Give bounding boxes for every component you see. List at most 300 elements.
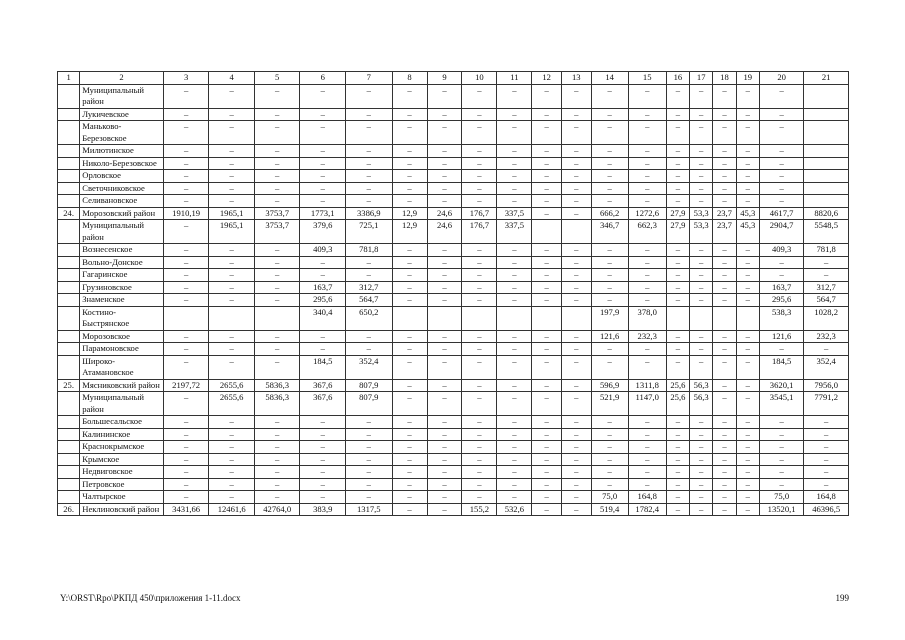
table-cell: – bbox=[628, 453, 666, 466]
table-cell: – bbox=[666, 466, 689, 479]
table-cell: – bbox=[759, 269, 803, 282]
table-cell: 5548,5 bbox=[804, 220, 849, 244]
data-table bbox=[57, 71, 849, 516]
table-cell: 13520,1 bbox=[759, 503, 803, 516]
table-cell: – bbox=[561, 491, 591, 504]
table-cell: – bbox=[300, 170, 346, 183]
table-cell: – bbox=[300, 182, 346, 195]
table-cell: – bbox=[591, 121, 628, 145]
table-cell: 3386,9 bbox=[346, 207, 393, 220]
table-cell: – bbox=[346, 182, 393, 195]
table-cell: – bbox=[209, 108, 255, 121]
table-cell: – bbox=[561, 330, 591, 343]
table-cell: – bbox=[392, 416, 427, 429]
table-cell: – bbox=[759, 145, 803, 158]
row-name: Селивановское bbox=[80, 195, 164, 208]
table-cell: – bbox=[532, 355, 562, 379]
row-number bbox=[58, 343, 80, 356]
table-cell: – bbox=[462, 170, 497, 183]
row-name: Костино-Быстрянское bbox=[80, 306, 164, 330]
table-row bbox=[58, 195, 849, 208]
table-row bbox=[58, 269, 849, 282]
table-cell: – bbox=[690, 466, 713, 479]
table-cell: 379,6 bbox=[300, 220, 346, 244]
row-name: Маньково-Березовское bbox=[80, 121, 164, 145]
table-cell: – bbox=[759, 256, 803, 269]
table-cell: – bbox=[804, 466, 849, 479]
table-row bbox=[58, 392, 849, 416]
table-cell: – bbox=[713, 453, 736, 466]
table-cell: – bbox=[163, 478, 209, 491]
table-cell: – bbox=[736, 330, 759, 343]
table-cell: – bbox=[392, 343, 427, 356]
row-number bbox=[58, 355, 80, 379]
table-cell: – bbox=[497, 84, 532, 108]
table-cell: – bbox=[759, 195, 803, 208]
table-cell: – bbox=[392, 428, 427, 441]
table-cell: – bbox=[628, 355, 666, 379]
table-cell: – bbox=[163, 84, 209, 108]
table-cell: – bbox=[300, 121, 346, 145]
table-cell bbox=[254, 306, 300, 330]
table-cell: – bbox=[346, 195, 393, 208]
column-header: 17 bbox=[690, 72, 713, 85]
table-cell: – bbox=[666, 269, 689, 282]
column-header: 1 bbox=[58, 72, 80, 85]
table-cell: – bbox=[666, 157, 689, 170]
table-cell: – bbox=[736, 121, 759, 145]
table-cell: – bbox=[392, 170, 427, 183]
table-cell: 3545,1 bbox=[759, 392, 803, 416]
table-cell: – bbox=[497, 269, 532, 282]
table-row bbox=[58, 491, 849, 504]
table-cell: – bbox=[532, 294, 562, 307]
table-cell: – bbox=[462, 330, 497, 343]
table-cell: – bbox=[591, 269, 628, 282]
table-cell: – bbox=[628, 478, 666, 491]
table-cell: – bbox=[497, 170, 532, 183]
table-cell: – bbox=[736, 170, 759, 183]
table-cell: – bbox=[346, 145, 393, 158]
table-cell: 8820,6 bbox=[804, 207, 849, 220]
table-cell: – bbox=[666, 428, 689, 441]
table-cell: – bbox=[462, 428, 497, 441]
table-cell: – bbox=[561, 157, 591, 170]
table-cell: – bbox=[690, 428, 713, 441]
table-cell: – bbox=[163, 453, 209, 466]
table-cell: – bbox=[427, 195, 462, 208]
table-cell: 27,9 bbox=[666, 220, 689, 244]
table-cell: – bbox=[713, 428, 736, 441]
table-cell: – bbox=[462, 441, 497, 454]
table-cell: – bbox=[759, 157, 803, 170]
table-row bbox=[58, 503, 849, 516]
table-cell: – bbox=[346, 478, 393, 491]
table-cell: – bbox=[427, 330, 462, 343]
table-cell: – bbox=[163, 182, 209, 195]
table-cell: – bbox=[209, 466, 255, 479]
table-cell bbox=[804, 108, 849, 121]
table-cell: – bbox=[427, 294, 462, 307]
table-cell: – bbox=[666, 256, 689, 269]
table-cell: – bbox=[346, 330, 393, 343]
table-cell: – bbox=[300, 416, 346, 429]
table-cell: 312,7 bbox=[346, 281, 393, 294]
table-cell: – bbox=[254, 441, 300, 454]
table-cell: – bbox=[561, 416, 591, 429]
table-cell: 164,8 bbox=[628, 491, 666, 504]
table-cell: 3620,1 bbox=[759, 379, 803, 392]
table-cell: – bbox=[209, 453, 255, 466]
column-header: 14 bbox=[591, 72, 628, 85]
table-cell: 155,2 bbox=[462, 503, 497, 516]
table-cell: 121,6 bbox=[759, 330, 803, 343]
table-cell: – bbox=[462, 355, 497, 379]
row-name: Морозовское bbox=[80, 330, 164, 343]
table-cell: – bbox=[462, 281, 497, 294]
table-row bbox=[58, 281, 849, 294]
table-cell: – bbox=[209, 355, 255, 379]
row-name: Знаменское bbox=[80, 294, 164, 307]
table-cell: – bbox=[392, 478, 427, 491]
table-cell: 367,6 bbox=[300, 392, 346, 416]
table-cell: – bbox=[628, 281, 666, 294]
table-cell: 519,4 bbox=[591, 503, 628, 516]
table-cell: – bbox=[300, 269, 346, 282]
table-cell: – bbox=[300, 453, 346, 466]
table-cell: 807,9 bbox=[346, 379, 393, 392]
page-number: 199 bbox=[835, 593, 849, 603]
table-cell: – bbox=[713, 503, 736, 516]
table-cell bbox=[804, 182, 849, 195]
table-cell: – bbox=[736, 182, 759, 195]
table-cell: 725,1 bbox=[346, 220, 393, 244]
table-cell: – bbox=[392, 330, 427, 343]
table-cell: – bbox=[427, 244, 462, 257]
table-cell: – bbox=[666, 441, 689, 454]
table-cell: – bbox=[497, 453, 532, 466]
table-cell: – bbox=[254, 294, 300, 307]
table-cell: – bbox=[628, 84, 666, 108]
table-cell: – bbox=[392, 121, 427, 145]
table-cell: – bbox=[690, 416, 713, 429]
table-cell: – bbox=[713, 294, 736, 307]
table-row bbox=[58, 170, 849, 183]
table-cell: – bbox=[532, 416, 562, 429]
table-cell: – bbox=[497, 379, 532, 392]
table-cell: 1272,6 bbox=[628, 207, 666, 220]
table-row bbox=[58, 441, 849, 454]
table-cell: – bbox=[561, 195, 591, 208]
table-cell: 197,9 bbox=[591, 306, 628, 330]
table-cell: 12,9 bbox=[392, 220, 427, 244]
table-cell: – bbox=[759, 466, 803, 479]
table-cell: – bbox=[666, 416, 689, 429]
table-cell: – bbox=[300, 478, 346, 491]
table-cell: – bbox=[497, 145, 532, 158]
table-cell: – bbox=[561, 379, 591, 392]
table-cell: – bbox=[346, 441, 393, 454]
table-cell: – bbox=[497, 478, 532, 491]
table-cell: 564,7 bbox=[346, 294, 393, 307]
table-cell bbox=[804, 195, 849, 208]
table-cell: – bbox=[736, 343, 759, 356]
table-cell: – bbox=[628, 428, 666, 441]
table-cell: – bbox=[497, 182, 532, 195]
table-cell: 352,4 bbox=[346, 355, 393, 379]
column-header: 11 bbox=[497, 72, 532, 85]
table-cell: – bbox=[591, 355, 628, 379]
table-cell: – bbox=[163, 441, 209, 454]
table-row bbox=[58, 343, 849, 356]
table-row bbox=[58, 428, 849, 441]
table-cell: – bbox=[163, 294, 209, 307]
table-cell: – bbox=[736, 379, 759, 392]
table-cell bbox=[427, 306, 462, 330]
table-cell: – bbox=[254, 269, 300, 282]
table-cell: 295,6 bbox=[300, 294, 346, 307]
table-cell: – bbox=[532, 478, 562, 491]
table-cell: – bbox=[736, 195, 759, 208]
table-cell bbox=[804, 84, 849, 108]
table-cell: – bbox=[713, 355, 736, 379]
table-cell: – bbox=[427, 343, 462, 356]
table-cell: – bbox=[561, 343, 591, 356]
table-cell: 2197,72 bbox=[163, 379, 209, 392]
table-cell: – bbox=[392, 466, 427, 479]
table-cell: – bbox=[300, 108, 346, 121]
table-cell: 781,8 bbox=[346, 244, 393, 257]
table-cell: – bbox=[427, 441, 462, 454]
table-cell: – bbox=[254, 416, 300, 429]
table-cell: – bbox=[497, 441, 532, 454]
table-cell: 1773,1 bbox=[300, 207, 346, 220]
table-cell: – bbox=[532, 269, 562, 282]
table-cell: – bbox=[462, 416, 497, 429]
row-number bbox=[58, 478, 80, 491]
table-cell: 3753,7 bbox=[254, 220, 300, 244]
table-cell: – bbox=[346, 343, 393, 356]
table-cell: – bbox=[532, 428, 562, 441]
table-cell: – bbox=[497, 330, 532, 343]
row-number bbox=[58, 330, 80, 343]
table-cell: – bbox=[666, 84, 689, 108]
table-cell: – bbox=[497, 195, 532, 208]
table-cell: – bbox=[713, 84, 736, 108]
table-row bbox=[58, 182, 849, 195]
table-cell: – bbox=[300, 145, 346, 158]
table-cell: – bbox=[713, 478, 736, 491]
table-cell: – bbox=[209, 269, 255, 282]
table-cell: – bbox=[690, 244, 713, 257]
row-number bbox=[58, 466, 80, 479]
table-cell: – bbox=[759, 441, 803, 454]
table-cell: 662,3 bbox=[628, 220, 666, 244]
table-cell: – bbox=[462, 182, 497, 195]
table-cell: – bbox=[713, 379, 736, 392]
table-cell: – bbox=[163, 330, 209, 343]
table-cell: – bbox=[532, 392, 562, 416]
table-cell: 409,3 bbox=[300, 244, 346, 257]
table-cell: – bbox=[690, 84, 713, 108]
table-row bbox=[58, 84, 849, 108]
table-cell: 75,0 bbox=[759, 491, 803, 504]
row-number bbox=[58, 306, 80, 330]
table-cell: – bbox=[666, 182, 689, 195]
table-cell: – bbox=[462, 195, 497, 208]
table-cell bbox=[804, 121, 849, 145]
row-number bbox=[58, 244, 80, 257]
table-cell: 564,7 bbox=[804, 294, 849, 307]
table-cell: – bbox=[163, 244, 209, 257]
table-cell: – bbox=[591, 416, 628, 429]
row-name: Неклиновский район bbox=[80, 503, 164, 516]
table-cell: – bbox=[427, 428, 462, 441]
table-cell: – bbox=[561, 170, 591, 183]
table-cell: – bbox=[713, 281, 736, 294]
table-cell: – bbox=[759, 170, 803, 183]
table-cell bbox=[532, 220, 562, 244]
table-cell: – bbox=[666, 453, 689, 466]
table-cell: – bbox=[497, 355, 532, 379]
table-cell: – bbox=[666, 294, 689, 307]
table-row bbox=[58, 294, 849, 307]
table-cell: – bbox=[532, 108, 562, 121]
table-cell: – bbox=[713, 491, 736, 504]
table-cell: – bbox=[804, 269, 849, 282]
table-cell: – bbox=[300, 428, 346, 441]
table-cell: – bbox=[532, 157, 562, 170]
table-cell: – bbox=[690, 269, 713, 282]
table-cell: – bbox=[392, 108, 427, 121]
table-cell: – bbox=[254, 121, 300, 145]
table-cell: – bbox=[254, 195, 300, 208]
table-cell: – bbox=[392, 294, 427, 307]
table-cell: – bbox=[427, 108, 462, 121]
table-cell: 352,4 bbox=[804, 355, 849, 379]
table-cell: – bbox=[591, 428, 628, 441]
table-cell: – bbox=[392, 244, 427, 257]
table-cell: – bbox=[462, 108, 497, 121]
table-cell: – bbox=[628, 256, 666, 269]
row-number bbox=[58, 170, 80, 183]
table-row bbox=[58, 330, 849, 343]
table-cell: – bbox=[591, 244, 628, 257]
table-cell: 807,9 bbox=[346, 392, 393, 416]
column-header: 4 bbox=[209, 72, 255, 85]
table-row bbox=[58, 145, 849, 158]
table-cell: – bbox=[690, 108, 713, 121]
table-cell: – bbox=[561, 478, 591, 491]
table-cell: 532,6 bbox=[497, 503, 532, 516]
table-cell: – bbox=[427, 503, 462, 516]
table-cell: – bbox=[532, 503, 562, 516]
table-cell: – bbox=[427, 121, 462, 145]
table-cell: – bbox=[628, 294, 666, 307]
table-cell: – bbox=[497, 491, 532, 504]
table-row bbox=[58, 306, 849, 330]
table-cell: – bbox=[690, 355, 713, 379]
table-cell: – bbox=[804, 256, 849, 269]
table-cell: 42764,0 bbox=[254, 503, 300, 516]
table-cell: – bbox=[561, 269, 591, 282]
table-cell: – bbox=[591, 441, 628, 454]
table-cell: 232,3 bbox=[628, 330, 666, 343]
table-cell: – bbox=[759, 121, 803, 145]
table-cell: – bbox=[666, 330, 689, 343]
table-cell: – bbox=[300, 466, 346, 479]
table-cell: – bbox=[209, 281, 255, 294]
table-cell: – bbox=[713, 392, 736, 416]
table-cell: – bbox=[497, 416, 532, 429]
table-cell: – bbox=[690, 330, 713, 343]
table-cell: – bbox=[736, 355, 759, 379]
table-cell: – bbox=[392, 441, 427, 454]
table-cell: 25,6 bbox=[666, 392, 689, 416]
table-cell: – bbox=[346, 108, 393, 121]
column-header: 16 bbox=[666, 72, 689, 85]
row-number bbox=[58, 491, 80, 504]
table-cell: – bbox=[561, 428, 591, 441]
table-cell: 12461,6 bbox=[209, 503, 255, 516]
table-cell: 650,2 bbox=[346, 306, 393, 330]
table-cell: – bbox=[300, 84, 346, 108]
table-cell: – bbox=[736, 269, 759, 282]
table-cell: 56,3 bbox=[690, 379, 713, 392]
row-number: 24. bbox=[58, 207, 80, 220]
row-number: 25. bbox=[58, 379, 80, 392]
table-cell: – bbox=[300, 195, 346, 208]
table-cell: – bbox=[561, 281, 591, 294]
table-cell: – bbox=[690, 441, 713, 454]
table-cell: – bbox=[254, 108, 300, 121]
table-cell: 2655,6 bbox=[209, 392, 255, 416]
table-cell: 4617,7 bbox=[759, 207, 803, 220]
table-cell: – bbox=[759, 416, 803, 429]
table-cell: – bbox=[392, 256, 427, 269]
table-cell: – bbox=[462, 269, 497, 282]
table-cell: – bbox=[497, 294, 532, 307]
table-cell: – bbox=[462, 244, 497, 257]
row-name: Николо-Березовское bbox=[80, 157, 164, 170]
table-cell: – bbox=[532, 121, 562, 145]
table-cell: 2655,6 bbox=[209, 379, 255, 392]
table-cell: – bbox=[209, 294, 255, 307]
table-cell: – bbox=[462, 157, 497, 170]
table-cell: – bbox=[392, 491, 427, 504]
table-cell: – bbox=[163, 281, 209, 294]
table-cell: – bbox=[254, 466, 300, 479]
table-cell: – bbox=[497, 281, 532, 294]
table-cell: – bbox=[759, 182, 803, 195]
table-cell: – bbox=[736, 453, 759, 466]
table-cell: – bbox=[628, 466, 666, 479]
table-cell: – bbox=[163, 121, 209, 145]
table-cell: 232,3 bbox=[804, 330, 849, 343]
table-cell: 1311,8 bbox=[628, 379, 666, 392]
table-cell bbox=[561, 306, 591, 330]
table-cell: – bbox=[346, 416, 393, 429]
table-cell: – bbox=[209, 478, 255, 491]
table-cell: – bbox=[532, 145, 562, 158]
table-cell: – bbox=[209, 84, 255, 108]
table-cell: – bbox=[392, 355, 427, 379]
table-cell bbox=[690, 306, 713, 330]
row-name: Гагаринское bbox=[80, 269, 164, 282]
table-cell: – bbox=[209, 441, 255, 454]
table-cell: – bbox=[666, 355, 689, 379]
column-header: 21 bbox=[804, 72, 849, 85]
